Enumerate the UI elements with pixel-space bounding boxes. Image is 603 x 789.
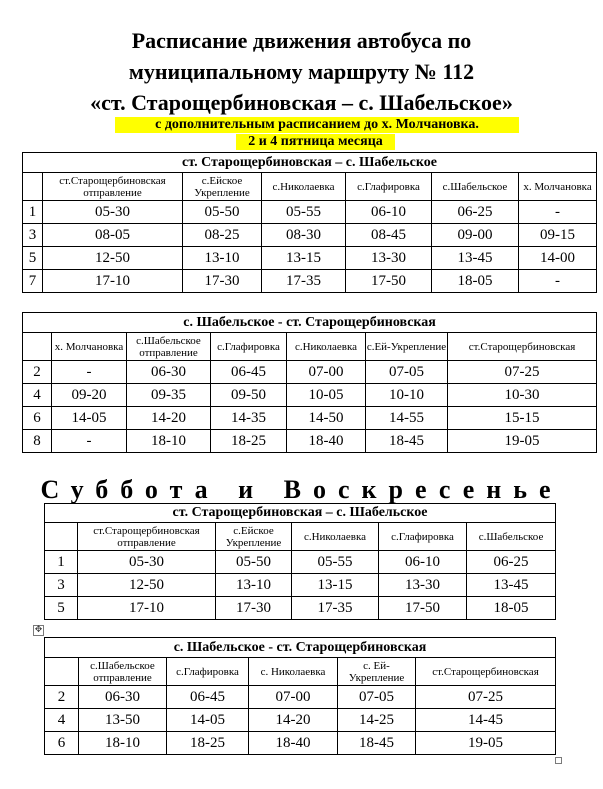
time-cell: 18-05 (467, 597, 556, 620)
table-row (23, 224, 597, 247)
time-cell: 17-50 (346, 270, 432, 293)
table-resize-handle-icon[interactable] (555, 757, 562, 764)
time-cell: 05-30 (78, 551, 216, 574)
header-cell: с.Ейское Укрепление (183, 173, 262, 201)
trip-number: 6 (23, 407, 52, 430)
time-cell: 17-50 (379, 597, 467, 620)
time-cell: 18-10 (79, 732, 167, 755)
time-cell: 09-50 (211, 384, 287, 407)
header-cell: с.Ейское Укрепление (216, 523, 292, 551)
time-cell: 05-55 (292, 551, 379, 574)
time-cell: 10-05 (287, 384, 366, 407)
time-cell: 14-35 (211, 407, 287, 430)
header-cell: с.Шабельское отправление (127, 333, 211, 361)
table-row (45, 551, 556, 574)
header-cell: с.Шабельское (432, 173, 519, 201)
table-row (23, 384, 597, 407)
time-cell: 18-25 (211, 430, 287, 453)
time-cell: 17-30 (183, 270, 262, 293)
time-cell: 06-25 (467, 551, 556, 574)
time-cell: 13-30 (379, 574, 467, 597)
time-cell: 17-10 (43, 270, 183, 293)
header-cell: с.Глафировка (167, 658, 249, 686)
table-caption: с. Шабельское - ст. Старощербиновская (45, 638, 556, 658)
trip-number: 2 (45, 686, 79, 709)
header-cell: с. Ей-Укрепление (338, 658, 416, 686)
header-cell: х. Молчановка (519, 173, 597, 201)
table-row (23, 201, 597, 224)
weekday-outbound-table (22, 152, 597, 293)
trip-number: 2 (23, 361, 52, 384)
time-cell: 10-30 (448, 384, 597, 407)
trip-number: 3 (45, 574, 78, 597)
trip-number: 3 (23, 224, 43, 247)
header-cell-empty (23, 333, 52, 361)
time-cell: 06-10 (346, 201, 432, 224)
time-cell: 14-20 (127, 407, 211, 430)
time-cell: 14-25 (338, 709, 416, 732)
time-cell: 07-00 (287, 361, 366, 384)
trip-number: 4 (45, 709, 79, 732)
weekend-heading: Суббота и Воскресенье (40, 475, 563, 504)
time-cell: 07-00 (249, 686, 338, 709)
header-cell: с.Николаевка (287, 333, 366, 361)
highlight-fridays: 2 и 4 пятница месяца (236, 134, 395, 150)
table-row (23, 270, 597, 293)
header-cell: ст.Старощербиновская отправление (78, 523, 216, 551)
time-cell: 13-15 (292, 574, 379, 597)
table-caption: с. Шабельское - ст. Старощербиновская (23, 313, 597, 333)
trip-number: 1 (23, 201, 43, 224)
table-row (45, 709, 556, 732)
time-cell: 17-35 (292, 597, 379, 620)
time-cell: 14-20 (249, 709, 338, 732)
trip-number: 4 (23, 384, 52, 407)
trip-number: 1 (45, 551, 78, 574)
trip-number: 6 (45, 732, 79, 755)
header-cell: с.Глафировка (211, 333, 287, 361)
time-cell: 14-50 (287, 407, 366, 430)
title-line-2: муниципальному маршруту № 112 (128, 59, 475, 84)
time-cell: 14-55 (366, 407, 448, 430)
trip-number: 7 (23, 270, 43, 293)
time-cell: 18-40 (249, 732, 338, 755)
time-cell: 17-30 (216, 597, 292, 620)
table-row (23, 247, 597, 270)
time-cell: 13-10 (183, 247, 262, 270)
time-cell: 07-25 (416, 686, 556, 709)
time-cell: 18-45 (366, 430, 448, 453)
time-cell: 07-25 (448, 361, 597, 384)
time-cell: - (519, 270, 597, 293)
table-row (23, 361, 597, 384)
title-line-3: «ст. Старощербиновская – с. Шабельское» (90, 90, 513, 115)
time-cell: 07-05 (338, 686, 416, 709)
time-cell: - (52, 361, 127, 384)
trip-number: 5 (23, 247, 43, 270)
time-cell: 05-55 (262, 201, 346, 224)
time-cell: 18-25 (167, 732, 249, 755)
table-caption: ст. Старощербиновская – с. Шабельское (45, 504, 556, 523)
time-cell: 13-45 (432, 247, 519, 270)
time-cell: 10-10 (366, 384, 448, 407)
time-cell: - (52, 430, 127, 453)
time-cell: 09-15 (519, 224, 597, 247)
table-row (23, 430, 597, 453)
weekend-outbound-table (44, 503, 556, 620)
time-cell: - (519, 201, 597, 224)
time-cell: 15-15 (448, 407, 597, 430)
table-caption: ст. Старощербиновская – с. Шабельское (23, 153, 597, 173)
trip-number: 8 (23, 430, 52, 453)
time-cell: 08-05 (43, 224, 183, 247)
time-cell: 18-40 (287, 430, 366, 453)
header-cell-empty (45, 523, 78, 551)
header-cell: ст.Старощербиновская (448, 333, 597, 361)
time-cell: 13-50 (79, 709, 167, 732)
header-cell-empty (45, 658, 79, 686)
time-cell: 08-45 (346, 224, 432, 247)
weekday-return-table (22, 312, 597, 453)
time-cell: 18-45 (338, 732, 416, 755)
highlight-extra-schedule: с дополнительным расписанием до х. Молчановка. (115, 117, 519, 133)
time-cell: 13-10 (216, 574, 292, 597)
header-cell: с. Николаевка (249, 658, 338, 686)
header-cell: с.Ей-Укрепление (366, 333, 448, 361)
time-cell: 13-15 (262, 247, 346, 270)
time-cell: 12-50 (43, 247, 183, 270)
table-row (45, 574, 556, 597)
time-cell: 08-30 (262, 224, 346, 247)
time-cell: 08-25 (183, 224, 262, 247)
time-cell: 12-50 (78, 574, 216, 597)
header-cell-empty (23, 173, 43, 201)
header-cell: с.Глафировка (379, 523, 467, 551)
time-cell: 18-10 (127, 430, 211, 453)
time-cell: 19-05 (448, 430, 597, 453)
header-cell: с.Шабельское (467, 523, 556, 551)
table-row (45, 597, 556, 620)
time-cell: 06-45 (167, 686, 249, 709)
time-cell: 13-30 (346, 247, 432, 270)
time-cell: 09-20 (52, 384, 127, 407)
time-cell: 14-05 (52, 407, 127, 430)
time-cell: 06-10 (379, 551, 467, 574)
time-cell: 07-05 (366, 361, 448, 384)
header-cell: с.Николаевка (292, 523, 379, 551)
header-cell: х. Молчановка (52, 333, 127, 361)
time-cell: 09-00 (432, 224, 519, 247)
time-cell: 06-45 (211, 361, 287, 384)
time-cell: 06-25 (432, 201, 519, 224)
time-cell: 19-05 (416, 732, 556, 755)
trip-number: 5 (45, 597, 78, 620)
header-cell: ст.Старощербиновская (416, 658, 556, 686)
time-cell: 14-45 (416, 709, 556, 732)
time-cell: 17-35 (262, 270, 346, 293)
header-cell: с.Николаевка (262, 173, 346, 201)
table-move-handle-icon[interactable]: ✥ (34, 625, 43, 635)
header-cell: с.Глафировка (346, 173, 432, 201)
table-row (45, 686, 556, 709)
time-cell: 17-10 (78, 597, 216, 620)
time-cell: 05-50 (183, 201, 262, 224)
time-cell: 05-30 (43, 201, 183, 224)
weekend-return-table (44, 637, 556, 755)
title-line-1: Расписание движения автобуса по (131, 28, 472, 53)
table-row (23, 407, 597, 430)
time-cell: 13-45 (467, 574, 556, 597)
time-cell: 06-30 (79, 686, 167, 709)
table-row (45, 732, 556, 755)
time-cell: 09-35 (127, 384, 211, 407)
time-cell: 05-50 (216, 551, 292, 574)
time-cell: 18-05 (432, 270, 519, 293)
time-cell: 06-30 (127, 361, 211, 384)
time-cell: 14-00 (519, 247, 597, 270)
header-cell: ст.Старощербиновская отправление (43, 173, 183, 201)
time-cell: 14-05 (167, 709, 249, 732)
header-cell: с.Шабельское отправление (79, 658, 167, 686)
